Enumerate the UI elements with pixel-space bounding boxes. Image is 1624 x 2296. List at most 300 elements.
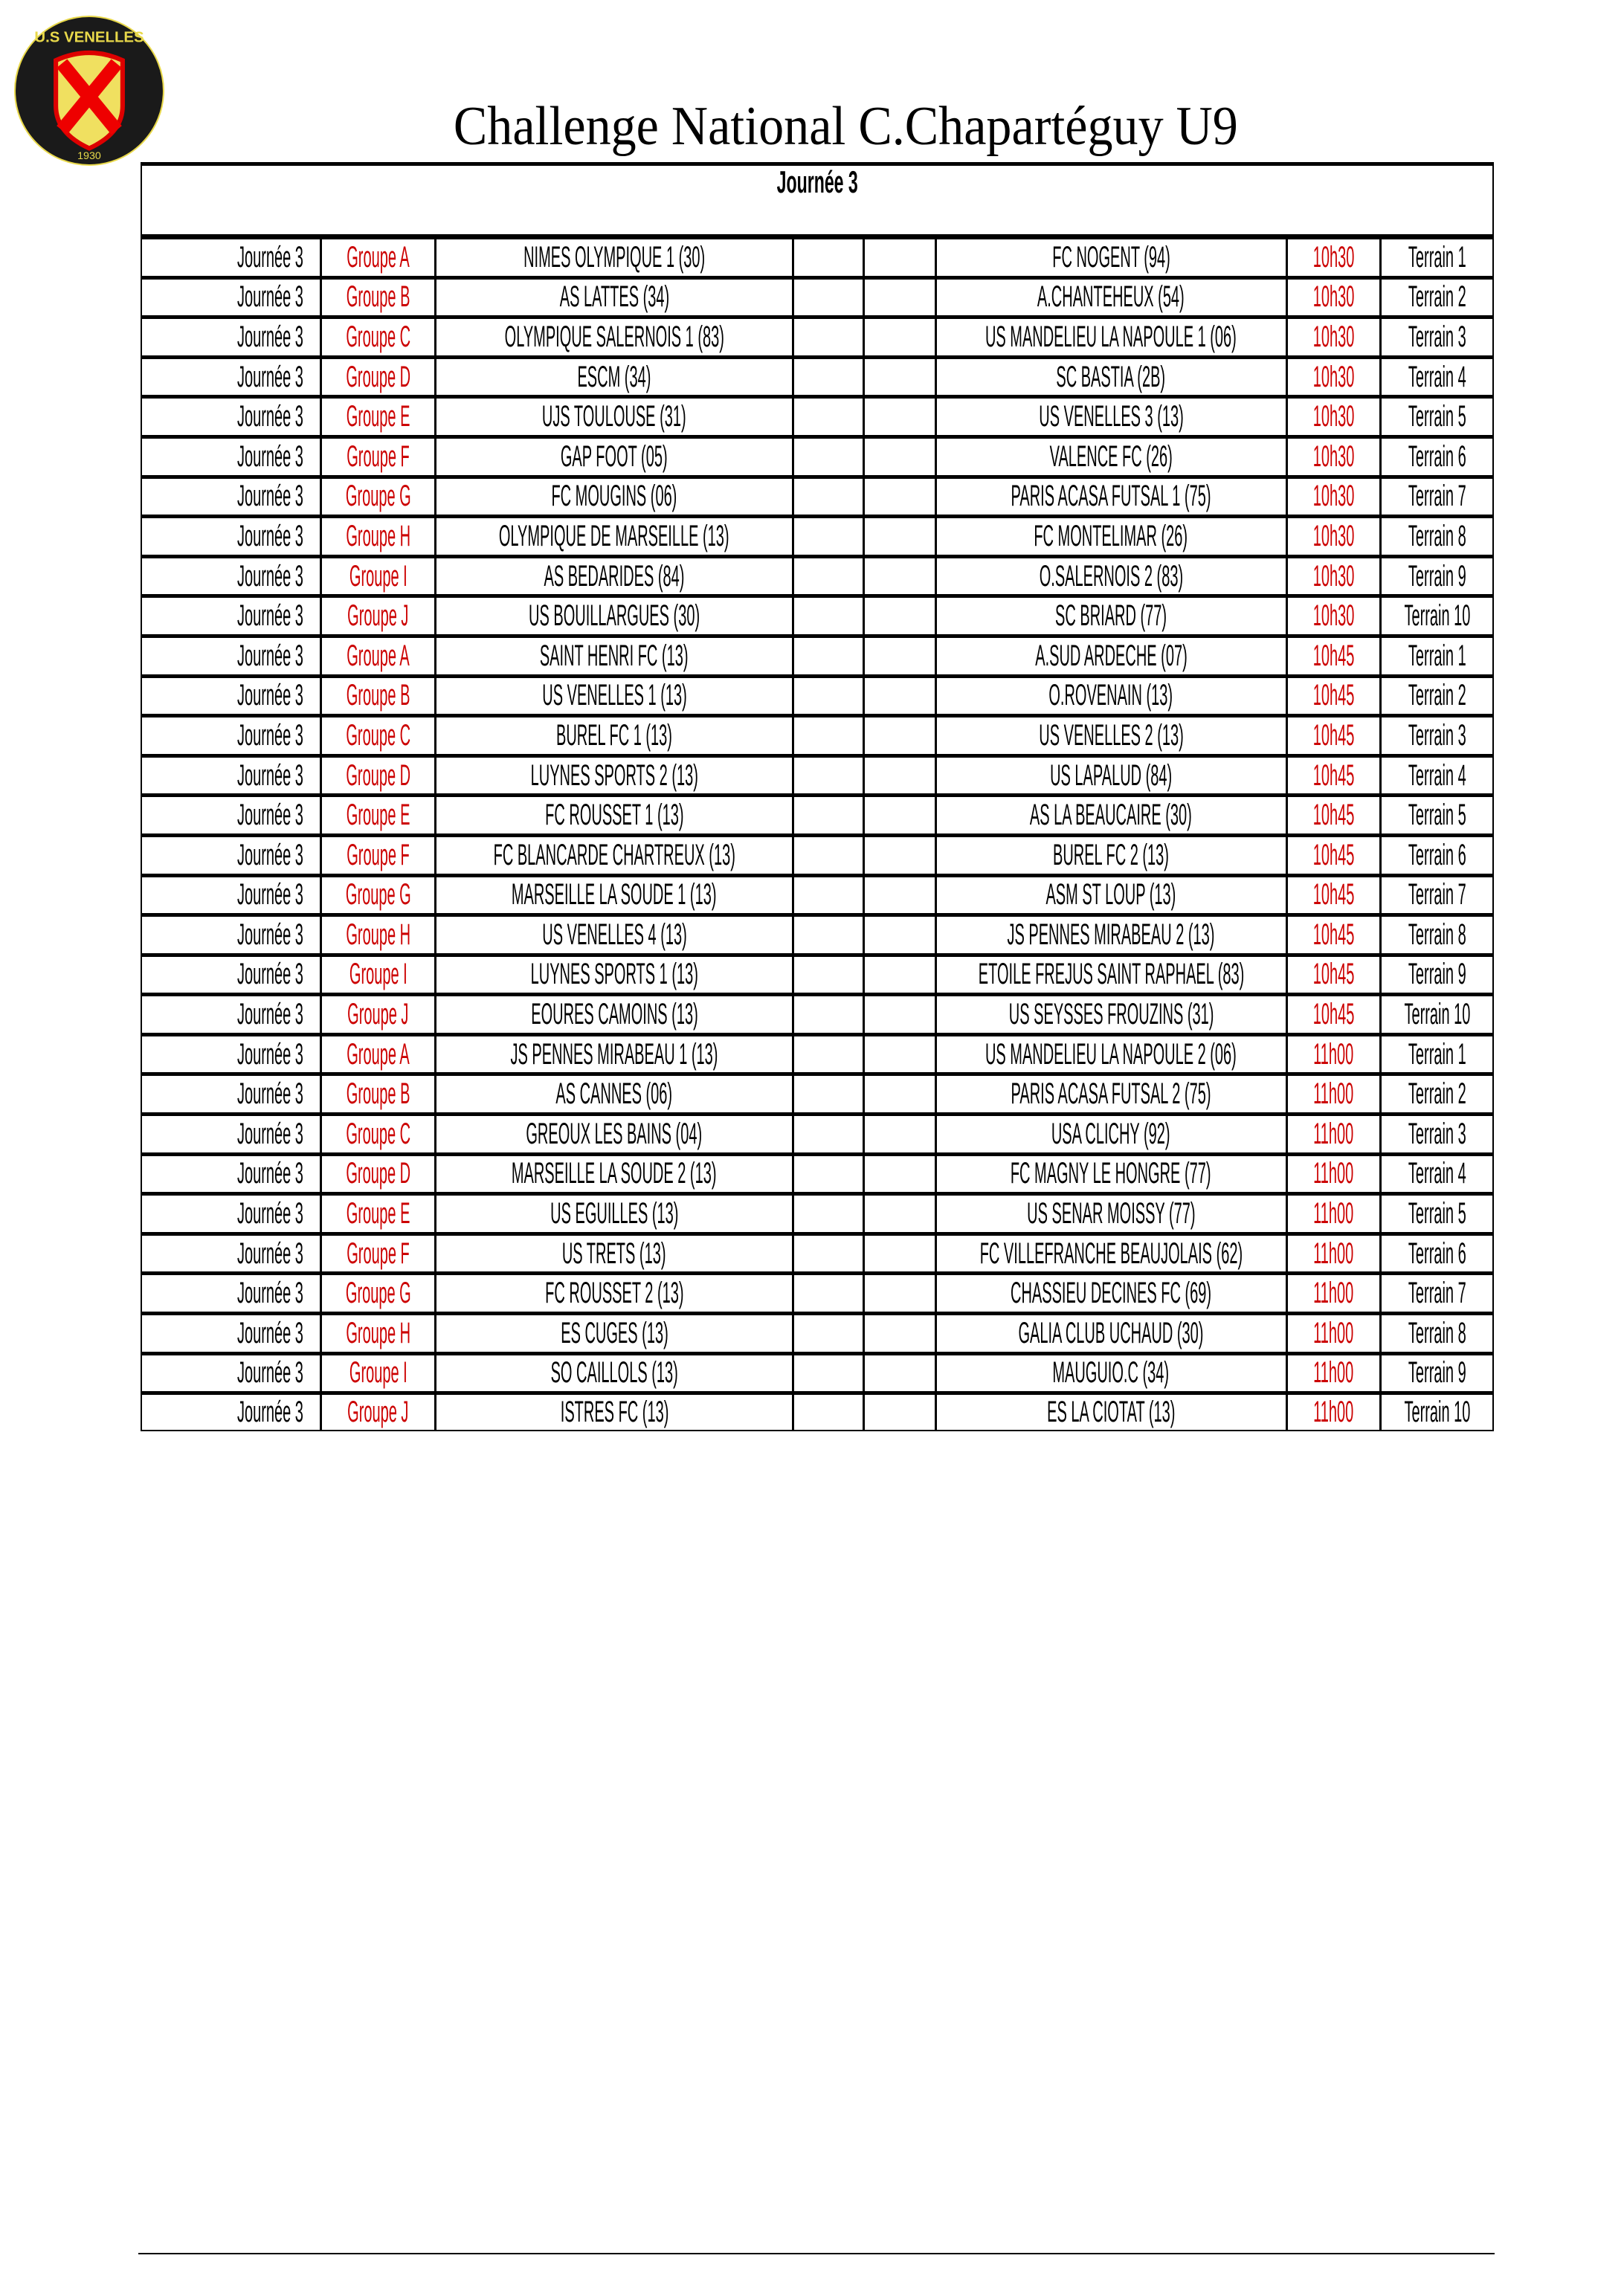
group-cell xyxy=(322,479,437,515)
round-cell xyxy=(142,1156,322,1193)
round-cell-text: Journée 3 xyxy=(236,1356,303,1390)
home-team-cell-text: US BOUILLARGUES (30) xyxy=(529,599,700,633)
round-cell xyxy=(142,797,322,833)
home-score-cell xyxy=(794,718,865,754)
time-cell-text: 11h00 xyxy=(1313,1077,1354,1111)
group-cell-text: Groupe G xyxy=(345,1277,411,1310)
table-row xyxy=(141,1033,1494,1073)
round-cell xyxy=(142,678,322,715)
time-cell xyxy=(1288,1236,1382,1272)
group-cell-text: Groupe J xyxy=(347,599,409,633)
group-cell xyxy=(322,1036,437,1073)
round-cell xyxy=(142,957,322,993)
field-cell xyxy=(1382,837,1492,874)
group-cell-text: Groupe J xyxy=(347,998,409,1031)
round-cell-text: Journée 3 xyxy=(236,718,303,752)
home-team-cell-text: US VENELLES 1 (13) xyxy=(541,679,687,712)
home-score-cell xyxy=(794,758,865,794)
home-team-cell-text: GAP FOOT (05) xyxy=(561,439,668,473)
time-cell-text: 11h00 xyxy=(1313,1197,1354,1231)
away-team-cell-text: US VENELLES 2 (13) xyxy=(1038,718,1184,752)
away-team-cell xyxy=(937,1275,1288,1312)
home-score-cell xyxy=(794,239,865,276)
round-cell xyxy=(142,996,322,1033)
table-row xyxy=(141,913,1494,953)
round-cell xyxy=(142,1116,322,1152)
home-team-cell xyxy=(436,359,794,396)
round-cell xyxy=(142,1076,322,1112)
home-team-cell-text: LUYNES SPORTS 2 (13) xyxy=(530,758,698,792)
group-cell-text: Groupe E xyxy=(346,1197,410,1231)
field-cell xyxy=(1382,1355,1492,1392)
field-cell-text: Terrain 1 xyxy=(1408,240,1466,274)
time-cell-text: 10h45 xyxy=(1312,878,1355,912)
group-cell-text: Groupe B xyxy=(346,280,410,314)
away-team-cell-text: MAUGUIO.C (34) xyxy=(1052,1356,1170,1390)
time-cell xyxy=(1288,877,1382,914)
round-cell-text: Journée 3 xyxy=(236,599,303,633)
round-cell-text: Journée 3 xyxy=(236,1236,303,1270)
home-score-cell xyxy=(794,359,865,396)
round-cell xyxy=(142,917,322,953)
home-team-cell-text: AS BEDARIDES (84) xyxy=(544,559,685,593)
group-cell xyxy=(322,1236,437,1272)
field-cell xyxy=(1382,1036,1492,1073)
round-cell xyxy=(142,1236,322,1272)
group-cell xyxy=(322,1156,437,1193)
away-team-cell-text: GALIA CLUB UCHAUD (30) xyxy=(1018,1316,1204,1349)
time-cell xyxy=(1288,1196,1382,1232)
home-team-cell xyxy=(436,718,794,754)
group-cell xyxy=(322,518,437,555)
round-cell-text: Journée 3 xyxy=(236,838,303,871)
away-team-cell xyxy=(937,1196,1288,1232)
home-score-cell xyxy=(794,797,865,833)
away-team-cell-text: ETOILE FREJUS SAINT RAPHAEL (83) xyxy=(978,958,1244,991)
table-row xyxy=(141,793,1494,833)
round-cell-text: Journée 3 xyxy=(236,918,303,951)
table-row xyxy=(141,555,1494,595)
away-team-cell-text: ES LA CIOTAT (13) xyxy=(1047,1396,1176,1429)
field-cell xyxy=(1382,1076,1492,1112)
field-cell-text: Terrain 7 xyxy=(1408,878,1466,912)
time-cell-text: 10h30 xyxy=(1312,599,1355,633)
round-cell xyxy=(142,1036,322,1073)
away-team-cell-text: O.SALERNOIS 2 (83) xyxy=(1039,559,1183,593)
round-cell-text: Journée 3 xyxy=(236,1157,303,1190)
time-cell xyxy=(1288,996,1382,1033)
field-cell xyxy=(1382,479,1492,515)
time-cell xyxy=(1288,758,1382,794)
away-score-cell xyxy=(865,479,937,515)
round-cell xyxy=(142,1395,322,1430)
home-team-cell-text: OLYMPIQUE DE MARSEILLE (13) xyxy=(499,519,729,552)
group-cell-text: Groupe F xyxy=(347,838,410,871)
home-score-cell xyxy=(794,917,865,953)
footer-divider xyxy=(138,2253,1495,2254)
round-cell-text: Journée 3 xyxy=(236,439,303,473)
group-cell-text: Groupe A xyxy=(347,639,410,672)
away-score-cell xyxy=(865,917,937,953)
home-team-cell xyxy=(436,319,794,355)
home-score-cell xyxy=(794,558,865,595)
time-cell xyxy=(1288,917,1382,953)
home-team-cell xyxy=(436,1116,794,1152)
group-cell xyxy=(322,837,437,874)
time-cell xyxy=(1288,598,1382,634)
away-score-cell xyxy=(865,1196,937,1232)
group-cell xyxy=(322,319,437,355)
away-team-cell-text: AS LA BEAUCAIRE (30) xyxy=(1030,799,1193,832)
time-cell xyxy=(1288,1116,1382,1152)
field-cell xyxy=(1382,1236,1492,1272)
round-cell-text: Journée 3 xyxy=(236,998,303,1031)
away-team-cell-text: ASM ST LOUP (13) xyxy=(1045,878,1176,912)
home-team-cell xyxy=(436,758,794,794)
round-cell-text: Journée 3 xyxy=(236,1316,303,1349)
group-cell-text: Groupe G xyxy=(345,878,411,912)
away-team-cell xyxy=(937,877,1288,914)
group-cell xyxy=(322,598,437,634)
home-team-cell xyxy=(436,638,794,674)
field-cell-text: Terrain 3 xyxy=(1408,320,1466,353)
group-cell xyxy=(322,1196,437,1232)
time-cell xyxy=(1288,957,1382,993)
home-team-cell xyxy=(436,598,794,634)
field-cell-text: Terrain 7 xyxy=(1408,1277,1466,1310)
home-team-cell xyxy=(436,797,794,833)
round-cell xyxy=(142,359,322,396)
svg-text:U.S VENELLES: U.S VENELLES xyxy=(34,29,144,46)
group-cell-text: Groupe C xyxy=(345,1117,410,1150)
field-cell xyxy=(1382,1116,1492,1152)
time-cell xyxy=(1288,558,1382,595)
round-cell xyxy=(142,837,322,874)
home-score-cell xyxy=(794,1355,865,1392)
home-team-cell-text: SAINT HENRI FC (13) xyxy=(540,639,689,672)
field-cell-text: Terrain 7 xyxy=(1408,480,1466,513)
field-cell-text: Terrain 9 xyxy=(1408,559,1466,593)
group-cell-text: Groupe C xyxy=(345,320,410,353)
match-schedule-table xyxy=(141,162,1494,1431)
round-cell xyxy=(142,239,322,276)
away-score-cell xyxy=(865,1355,937,1392)
field-cell-text: Terrain 10 xyxy=(1404,599,1471,633)
away-score-cell xyxy=(865,758,937,794)
field-cell xyxy=(1382,957,1492,993)
field-cell xyxy=(1382,558,1492,595)
table-row xyxy=(141,1152,1494,1193)
field-cell xyxy=(1382,877,1492,914)
table-row xyxy=(141,754,1494,794)
group-cell-text: Groupe J xyxy=(347,1396,409,1429)
round-cell-text: Journée 3 xyxy=(236,758,303,792)
table-row xyxy=(141,236,1494,276)
away-team-cell xyxy=(937,598,1288,634)
away-team-cell xyxy=(937,1355,1288,1392)
away-score-cell xyxy=(865,957,937,993)
field-cell-text: Terrain 6 xyxy=(1408,838,1466,871)
home-team-cell-text: AS LATTES (34) xyxy=(559,280,669,314)
time-cell xyxy=(1288,718,1382,754)
table-row xyxy=(141,1072,1494,1112)
group-cell xyxy=(322,877,437,914)
table-row xyxy=(141,355,1494,396)
field-cell-text: Terrain 4 xyxy=(1408,360,1466,393)
table-row xyxy=(141,1271,1494,1312)
time-cell-text: 10h45 xyxy=(1312,679,1355,712)
away-team-cell-text: VALENCE FC (26) xyxy=(1049,439,1173,473)
home-team-cell xyxy=(436,996,794,1033)
field-cell-text: Terrain 1 xyxy=(1408,639,1466,672)
field-cell-text: Terrain 2 xyxy=(1408,1077,1466,1111)
home-team-cell-text: US VENELLES 4 (13) xyxy=(541,918,687,951)
group-cell-text: Groupe F xyxy=(347,439,410,473)
group-cell xyxy=(322,718,437,754)
round-cell-text: Journée 3 xyxy=(236,400,303,433)
group-cell-text: Groupe D xyxy=(345,1157,410,1190)
time-cell xyxy=(1288,837,1382,874)
group-cell-text: Groupe I xyxy=(349,1356,407,1390)
home-team-cell-text: ES CUGES (13) xyxy=(560,1316,668,1349)
table-row xyxy=(141,714,1494,754)
time-cell-text: 11h00 xyxy=(1313,1236,1354,1270)
away-score-cell xyxy=(865,837,937,874)
round-cell-text: Journée 3 xyxy=(236,360,303,393)
table-row xyxy=(141,515,1494,555)
away-team-cell xyxy=(937,1156,1288,1193)
table-row xyxy=(141,993,1494,1033)
home-team-cell xyxy=(436,678,794,715)
home-team-cell xyxy=(436,1196,794,1232)
home-score-cell xyxy=(794,598,865,634)
away-score-cell xyxy=(865,399,937,435)
table-row xyxy=(141,1232,1494,1272)
round-cell xyxy=(142,439,322,475)
home-score-cell xyxy=(794,439,865,475)
time-cell xyxy=(1288,439,1382,475)
home-team-cell xyxy=(436,399,794,435)
round-title: Journée 3 xyxy=(776,164,858,199)
time-cell xyxy=(1288,319,1382,355)
table-row xyxy=(141,674,1494,715)
group-cell-text: Groupe A xyxy=(347,1037,410,1071)
time-cell-text: 11h00 xyxy=(1313,1356,1354,1390)
away-score-cell xyxy=(865,359,937,396)
round-cell xyxy=(142,558,322,595)
away-team-cell xyxy=(937,1036,1288,1073)
home-team-cell-text: ESCM (34) xyxy=(577,360,651,393)
away-team-cell xyxy=(937,638,1288,674)
round-cell xyxy=(142,877,322,914)
away-team-cell-text: FC NOGENT (94) xyxy=(1051,240,1170,274)
away-team-cell-text: JS PENNES MIRABEAU 2 (13) xyxy=(1007,918,1215,951)
round-cell-text: Journée 3 xyxy=(236,280,303,314)
field-cell xyxy=(1382,797,1492,833)
time-cell xyxy=(1288,678,1382,715)
round-cell-text: Journée 3 xyxy=(236,1077,303,1111)
home-score-cell xyxy=(794,1395,865,1430)
home-score-cell xyxy=(794,957,865,993)
home-score-cell xyxy=(794,280,865,316)
time-cell xyxy=(1288,239,1382,276)
field-cell xyxy=(1382,359,1492,396)
away-team-cell xyxy=(937,439,1288,475)
home-team-cell xyxy=(436,1076,794,1112)
home-score-cell xyxy=(794,1156,865,1193)
round-cell-text: Journée 3 xyxy=(236,878,303,912)
home-score-cell xyxy=(794,399,865,435)
away-team-cell-text: US LAPALUD (84) xyxy=(1050,758,1173,792)
home-team-cell-text: NIMES OLYMPIQUE 1 (30) xyxy=(523,240,706,274)
time-cell-text: 10h45 xyxy=(1312,758,1355,792)
home-team-cell xyxy=(436,558,794,595)
time-cell-text: 10h30 xyxy=(1312,559,1355,593)
field-cell-text: Terrain 2 xyxy=(1408,280,1466,314)
time-cell-text: 10h45 xyxy=(1312,998,1355,1031)
time-cell xyxy=(1288,359,1382,396)
round-cell-text: Journée 3 xyxy=(236,958,303,991)
time-cell-text: 10h30 xyxy=(1312,439,1355,473)
away-team-cell xyxy=(937,797,1288,833)
group-cell xyxy=(322,558,437,595)
time-cell-text: 10h45 xyxy=(1312,718,1355,752)
home-team-cell xyxy=(436,280,794,316)
time-cell xyxy=(1288,1076,1382,1112)
round-cell xyxy=(142,399,322,435)
table-row xyxy=(141,1391,1494,1431)
field-cell-text: Terrain 6 xyxy=(1408,1236,1466,1270)
away-score-cell xyxy=(865,678,937,715)
field-cell-text: Terrain 4 xyxy=(1408,758,1466,792)
away-team-cell xyxy=(937,917,1288,953)
table-row xyxy=(141,395,1494,435)
round-cell xyxy=(142,1196,322,1232)
field-cell-text: Terrain 8 xyxy=(1408,1316,1466,1349)
away-team-cell-text: O.ROVENAIN (13) xyxy=(1048,679,1173,712)
group-cell-text: Groupe B xyxy=(346,1077,410,1111)
group-cell xyxy=(322,758,437,794)
round-cell xyxy=(142,1315,322,1352)
group-cell xyxy=(322,996,437,1033)
field-cell xyxy=(1382,1156,1492,1193)
table-header xyxy=(141,162,1494,236)
home-team-cell xyxy=(436,1395,794,1430)
round-cell-text: Journée 3 xyxy=(236,639,303,672)
field-cell-text: Terrain 5 xyxy=(1408,799,1466,832)
field-cell xyxy=(1382,678,1492,715)
round-cell-text: Journée 3 xyxy=(236,1277,303,1310)
home-team-cell-text: MARSEILLE LA SOUDE 1 (13) xyxy=(512,878,717,912)
table-row xyxy=(141,435,1494,475)
home-score-cell xyxy=(794,1236,865,1272)
table-row xyxy=(141,1312,1494,1352)
page-title: Challenge National C.Chapartéguy U9 xyxy=(453,96,1238,157)
group-cell xyxy=(322,957,437,993)
home-team-cell-text: OLYMPIQUE SALERNOIS 1 (83) xyxy=(504,320,724,353)
group-cell-text: Groupe D xyxy=(345,758,410,792)
group-cell xyxy=(322,1395,437,1430)
field-cell-text: Terrain 10 xyxy=(1404,998,1471,1031)
group-cell-text: Groupe H xyxy=(345,1316,410,1349)
group-cell-text: Groupe H xyxy=(345,519,410,552)
field-cell xyxy=(1382,917,1492,953)
time-cell xyxy=(1288,1156,1382,1193)
round-cell-text: Journée 3 xyxy=(236,240,303,274)
away-score-cell xyxy=(865,1116,937,1152)
away-team-cell-text: PARIS ACASA FUTSAL 1 (75) xyxy=(1011,480,1211,513)
home-score-cell xyxy=(794,996,865,1033)
time-cell-text: 10h45 xyxy=(1312,799,1355,832)
home-team-cell xyxy=(436,1156,794,1193)
away-team-cell-text: US MANDELIEU LA NAPOULE 1 (06) xyxy=(985,320,1237,353)
away-team-cell xyxy=(937,359,1288,396)
time-cell xyxy=(1288,280,1382,316)
round-cell-text: Journée 3 xyxy=(236,559,303,593)
home-score-cell xyxy=(794,837,865,874)
away-score-cell xyxy=(865,797,937,833)
away-score-cell xyxy=(865,598,937,634)
time-cell-text: 10h30 xyxy=(1312,400,1355,433)
home-team-cell-text: ISTRES FC (13) xyxy=(560,1396,668,1429)
round-cell-text: Journée 3 xyxy=(236,679,303,712)
round-cell-text: Journée 3 xyxy=(236,1117,303,1150)
away-team-cell-text: US VENELLES 3 (13) xyxy=(1038,400,1184,433)
group-cell-text: Groupe A xyxy=(347,240,410,274)
time-cell-text: 10h30 xyxy=(1312,480,1355,513)
group-cell-text: Groupe I xyxy=(349,559,407,593)
svg-text:1930: 1930 xyxy=(77,149,101,162)
away-team-cell xyxy=(937,1076,1288,1112)
round-cell xyxy=(142,1355,322,1392)
away-team-cell xyxy=(937,957,1288,993)
table-row xyxy=(141,1112,1494,1152)
home-team-cell-text: MARSEILLE LA SOUDE 2 (13) xyxy=(512,1157,717,1190)
home-team-cell-text: FC ROUSSET 2 (13) xyxy=(544,1277,684,1310)
time-cell xyxy=(1288,518,1382,555)
field-cell xyxy=(1382,239,1492,276)
group-cell xyxy=(322,1275,437,1312)
away-team-cell xyxy=(937,479,1288,515)
field-cell xyxy=(1382,1275,1492,1312)
away-team-cell xyxy=(937,1315,1288,1352)
field-cell xyxy=(1382,758,1492,794)
home-score-cell xyxy=(794,1076,865,1112)
group-cell-text: Groupe G xyxy=(345,480,411,513)
away-team-cell-text: FC VILLEFRANCHE BEAUJOLAIS (62) xyxy=(979,1236,1243,1270)
away-score-cell xyxy=(865,280,937,316)
time-cell-text: 10h30 xyxy=(1312,280,1355,314)
away-team-cell-text: PARIS ACASA FUTSAL 2 (75) xyxy=(1011,1077,1211,1111)
away-team-cell xyxy=(937,280,1288,316)
away-team-cell xyxy=(937,399,1288,435)
round-cell xyxy=(142,758,322,794)
field-cell xyxy=(1382,280,1492,316)
away-score-cell xyxy=(865,558,937,595)
time-cell-text: 10h45 xyxy=(1312,918,1355,951)
field-cell-text: Terrain 4 xyxy=(1408,1157,1466,1190)
away-team-cell xyxy=(937,239,1288,276)
away-team-cell-text: FC MONTELIMAR (26) xyxy=(1034,519,1188,552)
time-cell-text: 11h00 xyxy=(1313,1117,1354,1150)
group-cell xyxy=(322,638,437,674)
round-cell xyxy=(142,718,322,754)
time-cell xyxy=(1288,1036,1382,1073)
group-cell-text: Groupe E xyxy=(346,400,410,433)
away-team-cell-text: US SENAR MOISSY (77) xyxy=(1026,1197,1196,1231)
round-cell-text: Journée 3 xyxy=(236,1037,303,1071)
group-cell xyxy=(322,1315,437,1352)
